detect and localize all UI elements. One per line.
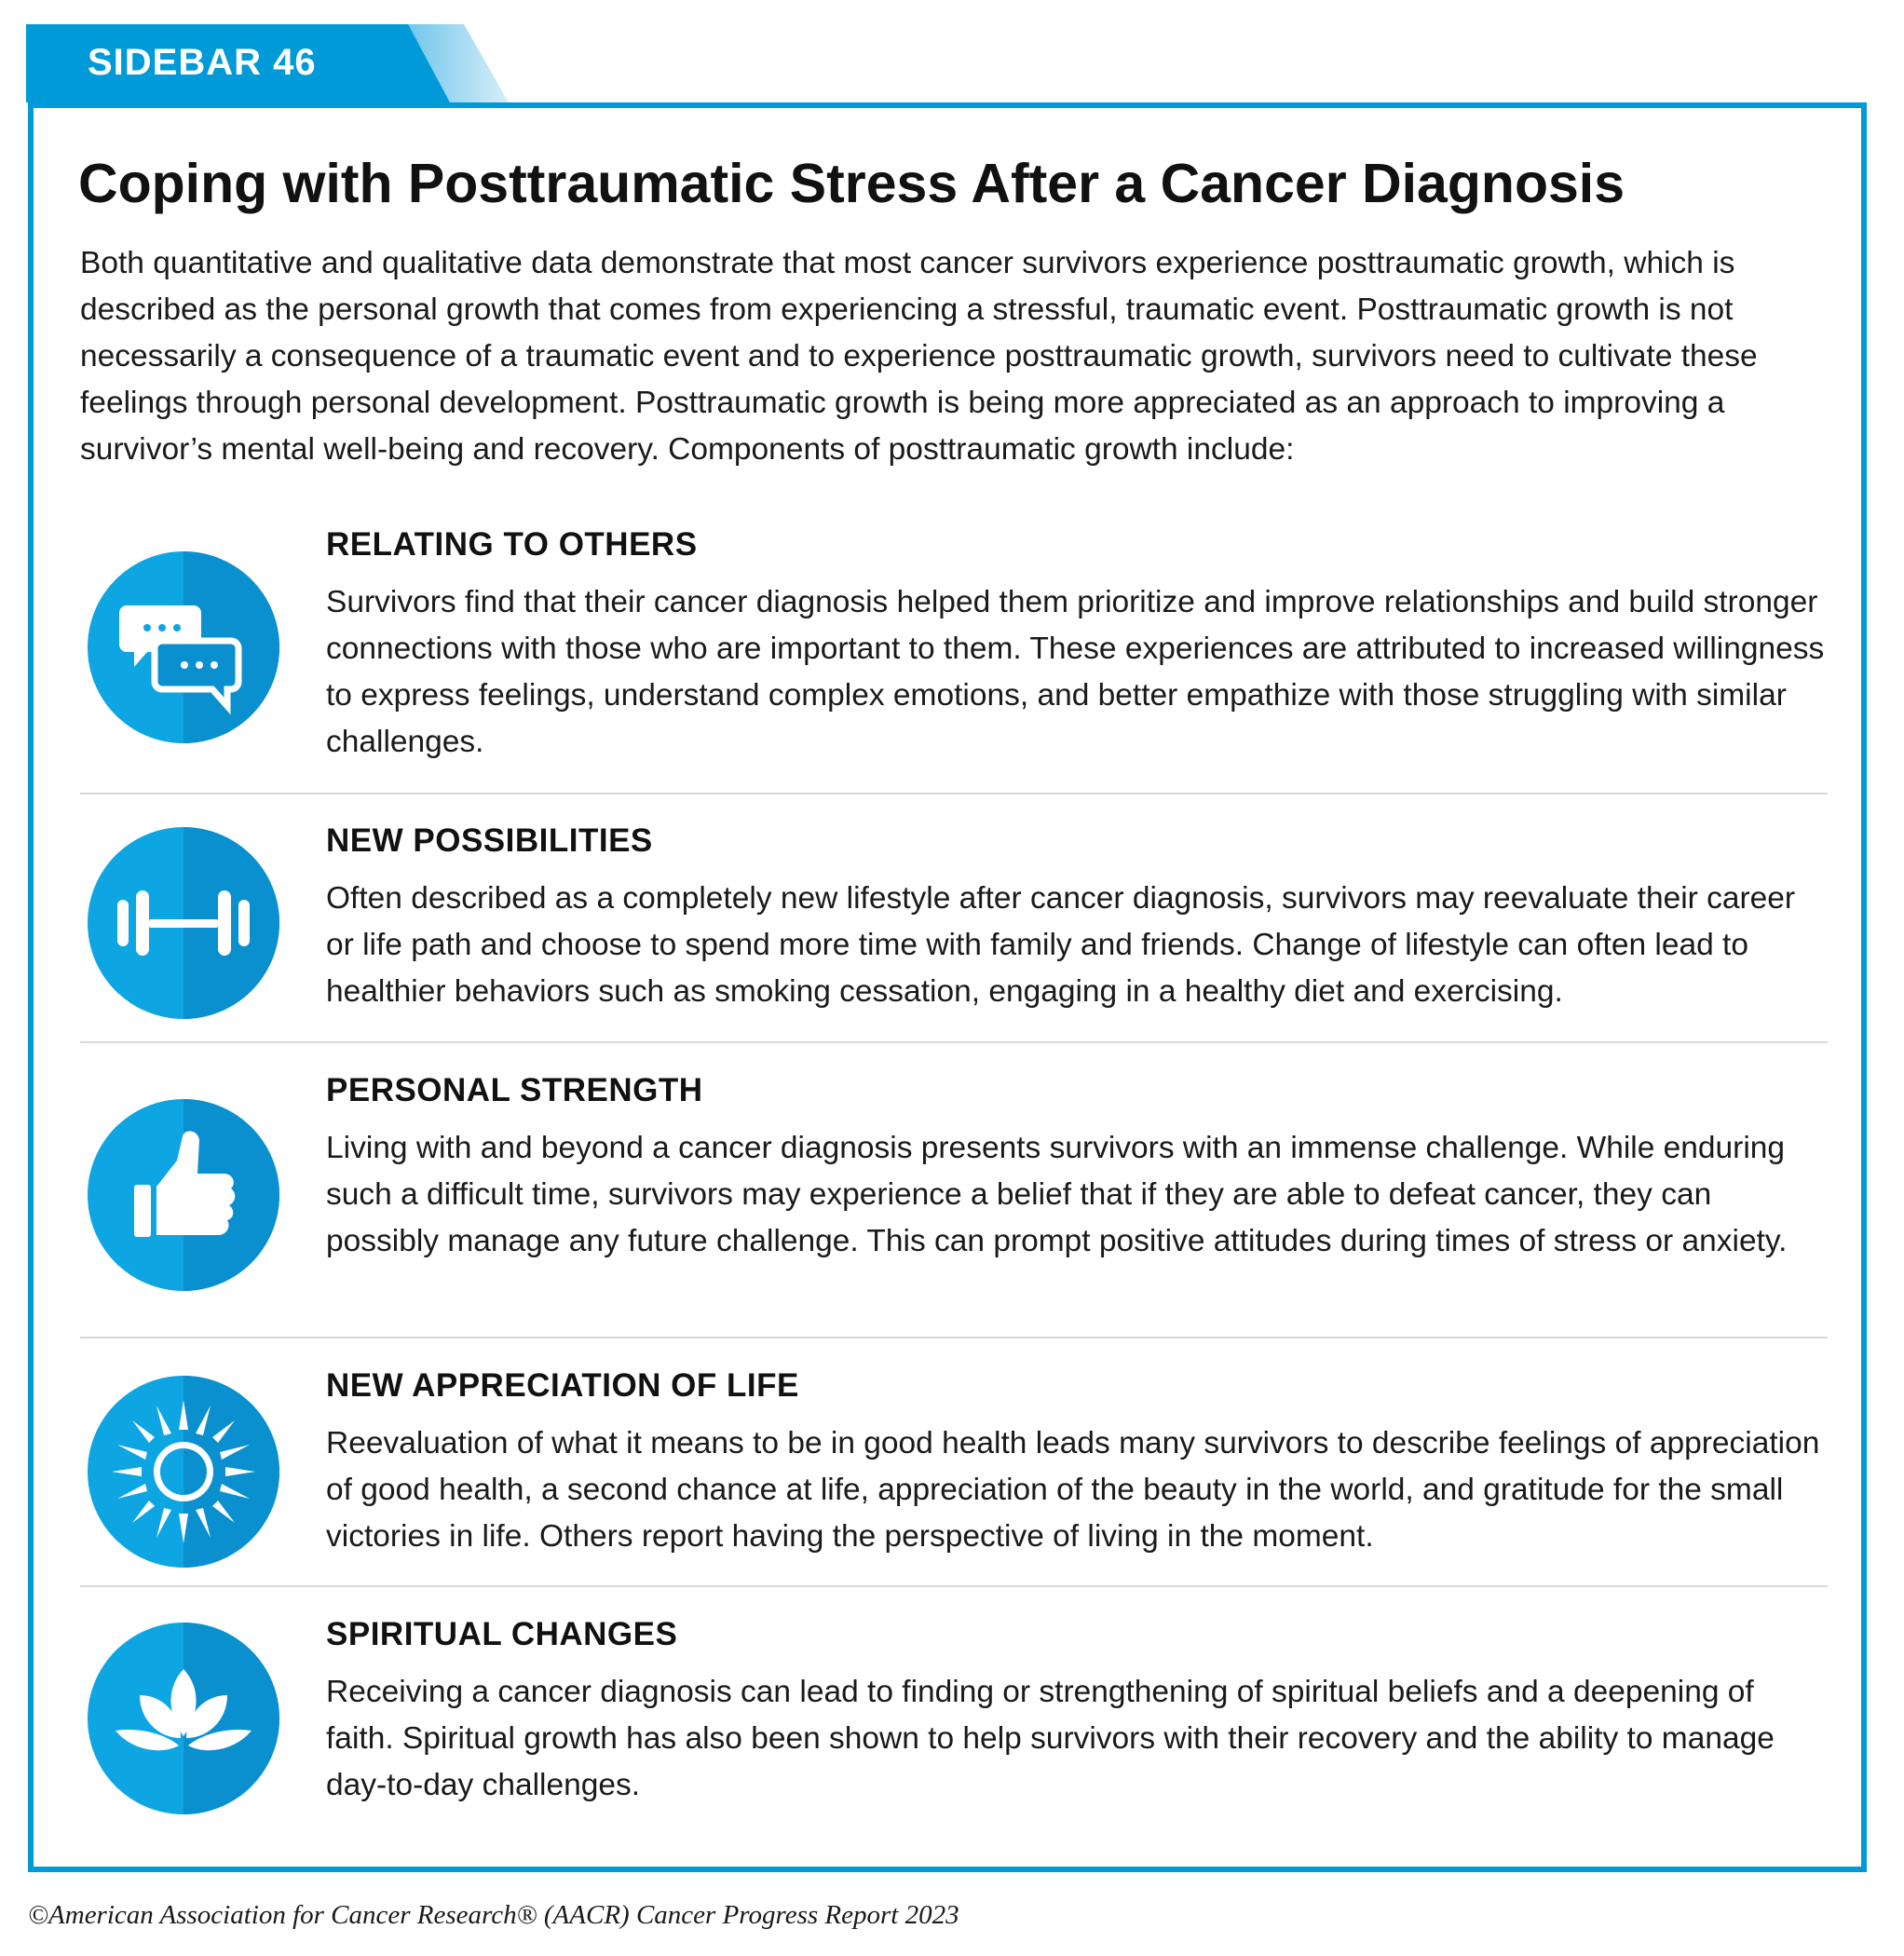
page-title: Coping with Posttraumatic Stress After a Cancer Diagnosis bbox=[78, 153, 1625, 214]
item-heading: PERSONAL STRENGTH bbox=[326, 1072, 703, 1108]
divider bbox=[80, 1041, 1828, 1043]
chat-bubbles-icon bbox=[88, 551, 279, 743]
thumbs-up-icon bbox=[88, 1099, 279, 1291]
divider bbox=[80, 1337, 1828, 1338]
item-heading: NEW POSSIBILITIES bbox=[326, 822, 653, 859]
intro-paragraph: Both quantitative and qualitative data demonstrate that most cancer survivors experience posttraumatic growth, which is described as the personal growth that comes from experiencing a stressful, traumatic event. Posttraumatic growth is not necessarily a consequence of a traumatic event and to experience posttraumatic growth, survivors need to cultivate these feelings through personal development. Posttraumatic growth is being more appreciated as an approach to improving a survivor’s mental well-being and recovery. Components of posttraumatic growth include: bbox=[80, 246, 1758, 467]
item-body: Reevaluation of what it means to be in good health leads many survivors to describe feelings of appreciation of good health, a second chance at life, appreciation of the beauty in the world, and gratitude for the small victories in life. Others report having the perspective of living in the moment. bbox=[326, 1426, 1820, 1554]
item-heading: RELATING TO OTHERS bbox=[326, 526, 698, 563]
item-body: Often described as a completely new lifestyle after cancer diagnosis, survivors may reevaluate their career or life path and choose to spend more time with family and friends. Change of lifestyle can often lead to healthier behaviors such as smoking cessation, engaging in a healthy diet and exercising. bbox=[326, 881, 1796, 1009]
item-body: Receiving a cancer diagnosis can lead to finding or strengthening of spiritual beliefs and a deepening of faith. Spiritual growth has also been shown to help survivors with their recovery and the ability to manage day-to-day challenges. bbox=[326, 1675, 1775, 1802]
divider bbox=[80, 1585, 1828, 1587]
item-body: Survivors find that their cancer diagnosis helped them prioritize and improve relationships and build stronger connections with those who are important to them. These experiences are attributed to increased willingness to express feelings, understand complex emotions, and better empathize with those struggling with similar challenges. bbox=[326, 585, 1825, 759]
sidebar-tab-label: SIDEBAR 46 bbox=[88, 42, 317, 83]
lotus-icon bbox=[88, 1623, 279, 1814]
item-heading: SPIRITUAL CHANGES bbox=[326, 1616, 678, 1652]
sun-icon bbox=[88, 1376, 279, 1568]
item-body: Living with and beyond a cancer diagnosis presents survivors with an immense challenge. While enduring such a difficult time, survivors may experience a belief that if they are able to defeat cancer, they can possibly manage any future challenge. This can prompt positive attitudes during times of stress or anxiety. bbox=[326, 1131, 1788, 1258]
dumbbell-icon bbox=[88, 827, 279, 1019]
divider bbox=[80, 793, 1828, 795]
copyright-footer: ©American Association for Cancer Research® (AACR) Cancer Progress Report 2023 bbox=[28, 1900, 959, 1930]
item-heading: NEW APPRECIATION OF LIFE bbox=[326, 1367, 799, 1404]
sidebar-tab bbox=[26, 24, 510, 102]
